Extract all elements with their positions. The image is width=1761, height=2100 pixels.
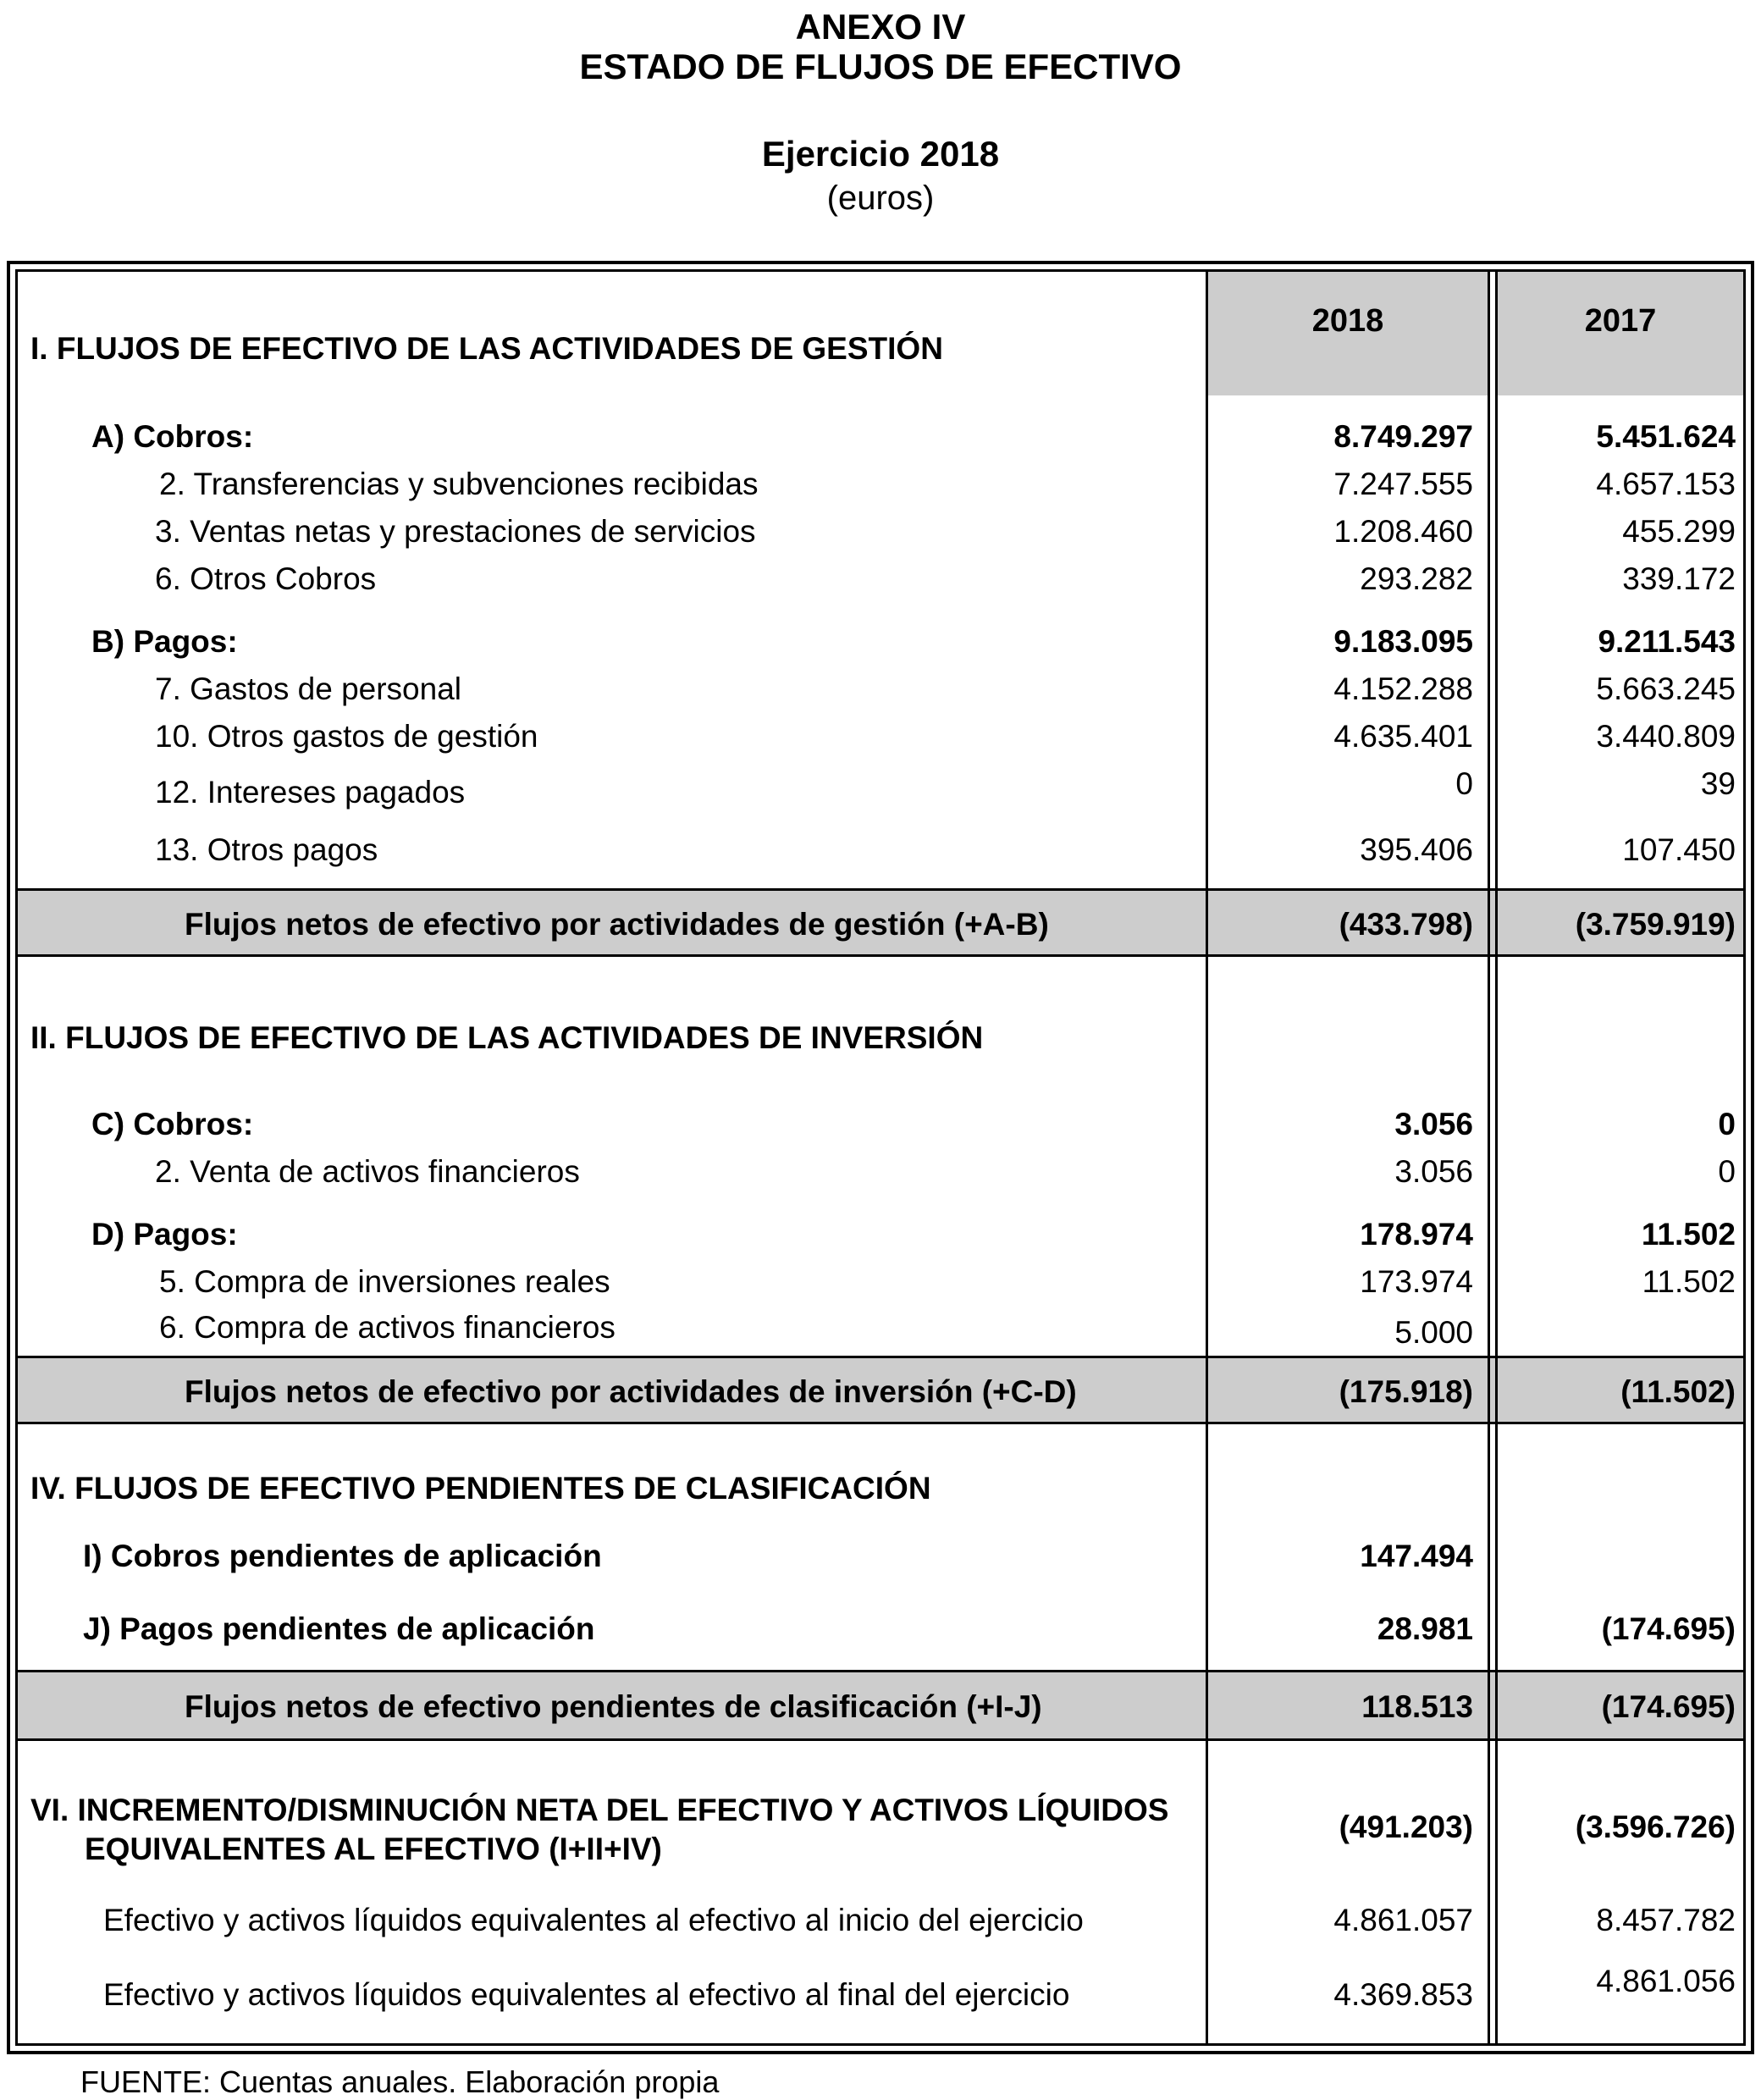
row-label: J) Pagos pendientes de aplicación — [83, 1611, 595, 1646]
value-2017: 11.502 — [1642, 1264, 1736, 1299]
value-2017: 5.451.624 — [1596, 419, 1736, 454]
value-2018: 147.494 — [1360, 1539, 1473, 1573]
source-note: FUENTE: Cuentas anuales. Elaboración propia — [80, 2064, 720, 2099]
row-label: 6. Otros Cobros — [155, 561, 377, 596]
net-value-2018: 118.513 — [1361, 1689, 1473, 1724]
value-2018: 0 — [1455, 766, 1473, 801]
row-label: 3. Ventas netas y prestaciones de servicios — [155, 514, 756, 549]
value-2017: 9.211.543 — [1598, 624, 1736, 659]
value-2017: 8.457.782 — [1596, 1903, 1736, 1937]
net-value-2017: (11.502) — [1620, 1374, 1736, 1409]
row-label: 2. Venta de activos financieros — [155, 1154, 580, 1189]
row-label: Efectivo y activos líquidos equivalentes al efectivo al inicio del ejercicio — [103, 1903, 1084, 1937]
net-row-label: Flujos netos de efectivo pendientes de clasificación (+I-J) — [185, 1689, 1042, 1724]
value-2018: 3.056 — [1394, 1154, 1473, 1189]
column-divider — [1488, 269, 1490, 2046]
section-title: II. FLUJOS DE EFECTIVO DE LAS ACTIVIDADES DE INVERSIÓN — [30, 1020, 984, 1055]
rule — [15, 1738, 1746, 1741]
section-title-continued: EQUIVALENTES AL EFECTIVO (I+II+IV) — [85, 1832, 662, 1866]
row-label: A) Cobros: — [91, 419, 254, 454]
row-label: Efectivo y activos líquidos equivalentes al efectivo al final del ejercicio — [103, 1977, 1070, 2012]
value-2017: 0 — [1718, 1154, 1736, 1189]
value-2018: 7.247.555 — [1333, 467, 1473, 501]
row-label: I) Cobros pendientes de aplicación — [83, 1539, 602, 1573]
row-label: B) Pagos: — [91, 624, 238, 659]
value-2017: 3.440.809 — [1596, 719, 1736, 754]
column-header-2017: 2017 — [1498, 272, 1743, 395]
section-title: IV. FLUJOS DE EFECTIVO PENDIENTES DE CLASIFICACIÓN — [30, 1471, 931, 1506]
value-2018: 178.974 — [1360, 1217, 1473, 1252]
column-divider — [1206, 269, 1208, 2046]
value-2017: 339.172 — [1622, 561, 1736, 596]
value-2018: 4.152.288 — [1333, 671, 1473, 706]
rule — [15, 1356, 1746, 1358]
total-value-2018: (491.203) — [1339, 1810, 1473, 1844]
column-header-2018: 2018 — [1208, 272, 1488, 395]
value-2018: 8.749.297 — [1333, 419, 1473, 454]
value-2018: 395.406 — [1360, 832, 1473, 867]
value-2017: 11.502 — [1641, 1217, 1736, 1252]
value-2017: 4.657.153 — [1596, 467, 1736, 501]
value-2018: 1.208.460 — [1333, 514, 1473, 549]
value-2018: 173.974 — [1360, 1264, 1473, 1299]
annex-title: ANEXO IV — [795, 7, 966, 47]
total-value-2017: (3.596.726) — [1575, 1810, 1736, 1844]
section-title: I. FLUJOS DE EFECTIVO DE LAS ACTIVIDADES DE GESTIÓN — [30, 331, 943, 366]
rule — [15, 1422, 1746, 1424]
value-2017: 39 — [1700, 766, 1736, 801]
value-2018: 28.981 — [1377, 1611, 1473, 1646]
row-label: C) Cobros: — [91, 1107, 254, 1141]
value-2018: 5.000 — [1394, 1315, 1473, 1350]
row-label: 2. Transferencias y subvenciones recibidas — [159, 467, 759, 501]
net-row-label: Flujos netos de efectivo por actividades de inversión (+C-D) — [185, 1374, 1077, 1409]
currency-unit: (euros) — [826, 180, 935, 217]
value-2018: 3.056 — [1394, 1107, 1473, 1141]
rule — [15, 1670, 1746, 1672]
value-2018: 293.282 — [1360, 561, 1473, 596]
net-value-2018: (175.918) — [1339, 1374, 1473, 1409]
column-divider — [1495, 269, 1498, 2046]
value-2017: 5.663.245 — [1596, 671, 1736, 706]
net-row-label: Flujos netos de efectivo por actividades de gestión (+A-B) — [185, 907, 1049, 942]
value-2017: (174.695) — [1601, 1611, 1736, 1646]
row-label: 7. Gastos de personal — [155, 671, 461, 706]
value-2017: 107.450 — [1622, 832, 1736, 867]
value-2017: 455.299 — [1622, 514, 1736, 549]
statement-title: ESTADO DE FLUJOS DE EFECTIVO — [579, 47, 1182, 86]
net-value-2017: (174.695) — [1601, 1689, 1736, 1724]
rule — [15, 954, 1746, 957]
value-2017: 4.861.056 — [1596, 1964, 1736, 1998]
rule — [15, 888, 1746, 891]
net-value-2017: (3.759.919) — [1575, 907, 1736, 942]
row-label: 10. Otros gastos de gestión — [155, 719, 538, 754]
section-title: VI. INCREMENTO/DISMINUCIÓN NETA DEL EFECTIVO Y ACTIVOS LÍQUIDOS — [30, 1793, 1169, 1827]
value-2018: 9.183.095 — [1333, 624, 1473, 659]
row-label: D) Pagos: — [91, 1217, 238, 1252]
row-label: 12. Intereses pagados — [155, 775, 466, 810]
value-2018: 4.369.853 — [1333, 1977, 1473, 2012]
row-label: 5. Compra de inversiones reales — [159, 1264, 610, 1299]
fiscal-year: Ejercicio 2018 — [761, 134, 1000, 174]
value-2018: 4.861.057 — [1333, 1903, 1473, 1937]
row-label: 13. Otros pagos — [155, 832, 378, 867]
value-2018: 4.635.401 — [1333, 719, 1473, 754]
value-2017: 0 — [1718, 1107, 1736, 1141]
net-value-2018: (433.798) — [1339, 907, 1473, 942]
row-label: 6. Compra de activos financieros — [159, 1310, 616, 1345]
